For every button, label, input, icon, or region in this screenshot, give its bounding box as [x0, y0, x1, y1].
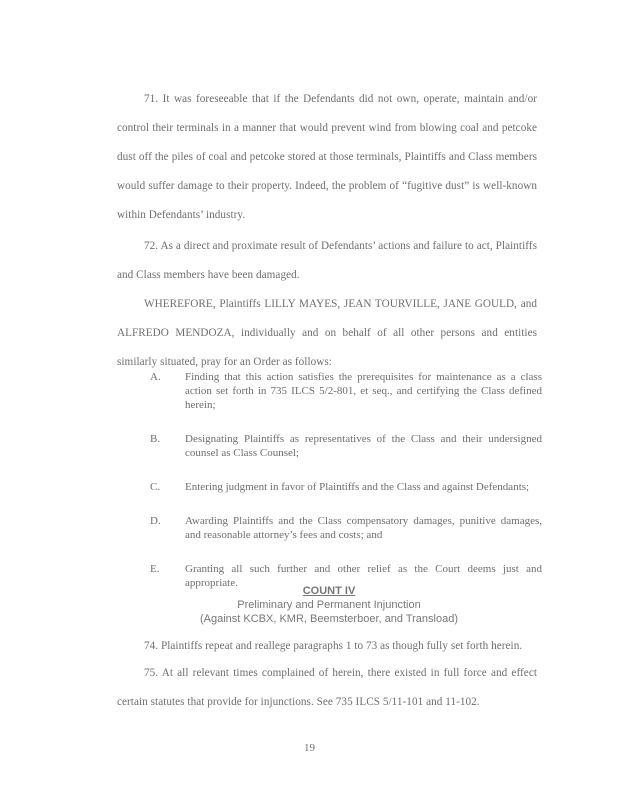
prayer-item — [150, 514, 542, 542]
prayer-item — [150, 480, 542, 494]
paragraph-71: 71. It was foreseeable that if the Defendants did not own, operate, maintain and/or control their terminals in a manner that would prevent wind from blowing coal and petcoke dust off the piles of coal and petcoke stored at those terminals, Plaintiffs and Class members would suffer damage to their property. Indeed, the problem of “fugitive dust” is well-known within Defendants’ industry. — [117, 93, 537, 221]
paragraph-72: 72. As a direct and proximate result of Defendants’ actions and failure to act, Plaintiffs and Class members have been damaged. — [117, 240, 537, 281]
wherefore-clause: WHEREFORE, Plaintiffs LILLY MAYES, JEAN TOURVILLE, JANE GOULD, and ALFREDO MENDOZA, individually and on behalf of all other persons and entities similarly situated, pray for an Order as follows: — [117, 298, 537, 368]
count-parties: (Against KCBX, KMR, Beemsterboer, and Transload) — [199, 613, 458, 625]
prayer-letter: E. — [150, 563, 160, 575]
prayer-letter: A. — [150, 371, 161, 383]
count-title: COUNT IV — [302, 585, 356, 597]
count-heading — [117, 584, 541, 626]
prayer-text: Finding that this action satisfies the prerequisites for maintenance as a class action set forth in 735 ILCS 5/2-801, et seq., and certifying the Class defined herein; — [185, 371, 542, 411]
prayer-letter: D. — [150, 515, 161, 527]
prayer-list — [150, 370, 542, 610]
prayer-text: Awarding Plaintiffs and the Class compensatory damages, punitive damages, and reasonable attorney’s fees and costs; and — [185, 515, 542, 541]
prayer-letter: C. — [150, 481, 161, 493]
prayer-text: Designating Plaintiffs as representatives of the Class and their undersigned counsel as Class Counsel; — [185, 433, 542, 459]
prayer-item — [150, 432, 542, 460]
paragraph-74: 74. Plaintiffs repeat and reallege paragraphs 1 to 73 as though fully set forth herein. — [144, 640, 523, 652]
page-number: 19 — [304, 742, 315, 754]
prayer-letter: B. — [150, 433, 161, 445]
prayer-item — [150, 370, 542, 412]
prayer-text: Granting all such further and other relief as the Court deems just and appropriate. — [185, 563, 542, 589]
paragraph-75: 75. At all relevant times complained of herein, there existed in full force and effect certain statutes that provide for injunctions. See 735 ILCS 5/11-101 and 11-102. — [117, 667, 537, 708]
count-subtitle: Preliminary and Permanent Injunction — [237, 599, 421, 611]
prayer-text: Entering judgment in favor of Plaintiffs and the Class and against Defendants; — [185, 481, 530, 493]
